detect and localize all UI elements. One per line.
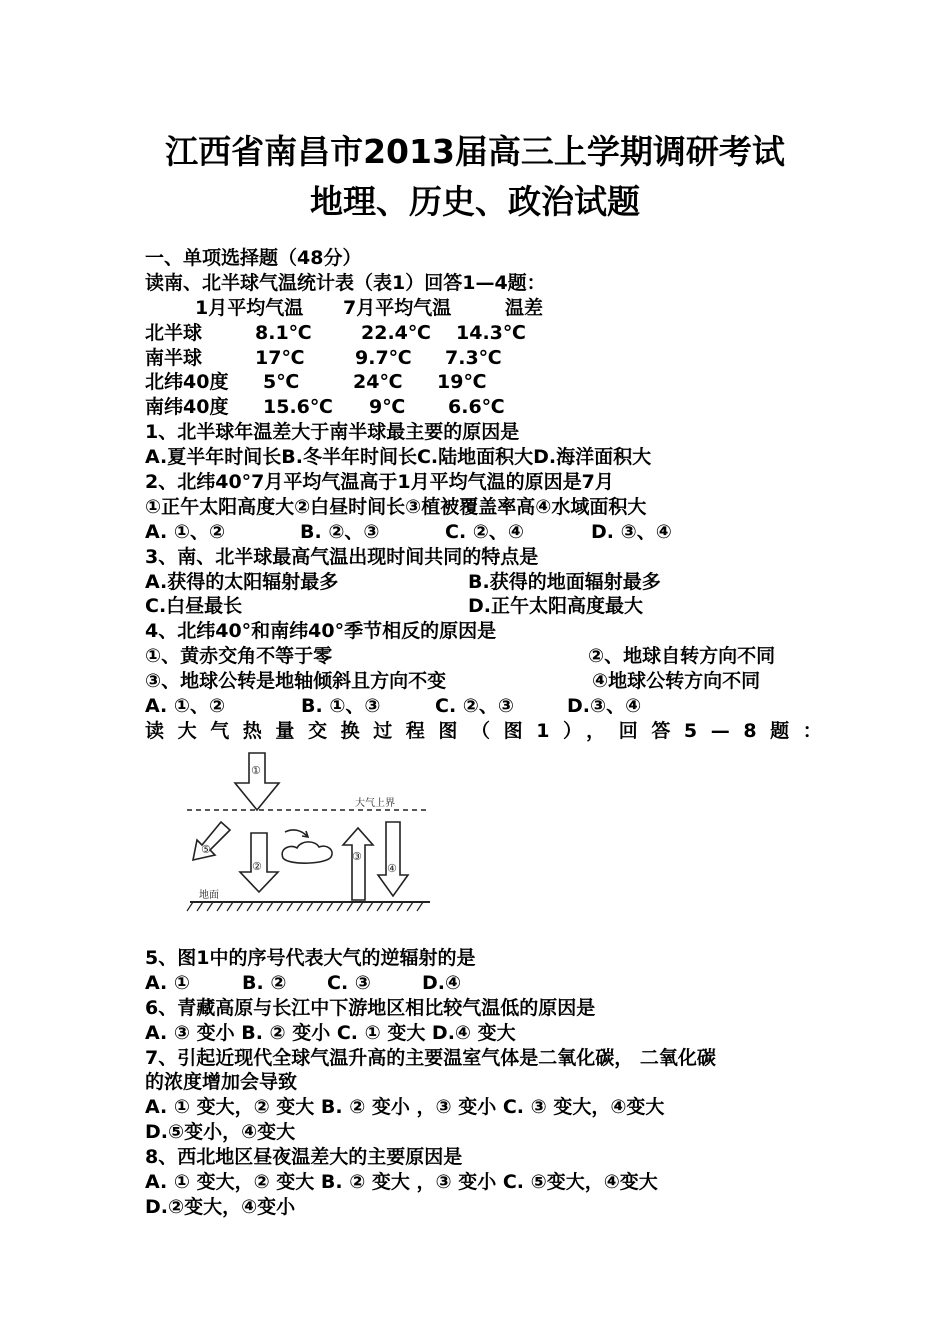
arrow-4 (378, 822, 408, 896)
table-cell: 24℃ (353, 371, 403, 394)
marker-2: ② (252, 860, 262, 873)
table-cell: 15.6℃ (263, 396, 333, 419)
option-a: A. ① (145, 971, 190, 994)
question-5-stem: 5、图1中的序号代表大气的逆辐射的是 (145, 947, 476, 969)
table-cell: 5℃ (263, 371, 300, 394)
item-4: ④地球公转方向不同 (592, 670, 761, 693)
question-2-options (145, 520, 815, 545)
table-intro: 读南、北半球气温统计表（表1）回答1—4题： (145, 271, 546, 294)
option-d: D.③、④ (567, 695, 642, 718)
option-c: C. ②、③ (435, 695, 514, 718)
cloud-icon (282, 842, 332, 863)
question-7-stem-line-1: 7、引起近现代全球气温升高的主要温室气体是二氧化碳， 二氧化碳 (145, 1046, 716, 1069)
label-atmosphere-top: 大气上界 (355, 798, 395, 809)
section-heading: 一、单项选择题（48分） (145, 247, 362, 269)
table-cell: 南半球 (145, 346, 203, 369)
table-cell: 6.6℃ (448, 396, 505, 419)
table-header-row (145, 296, 815, 321)
question-1-options: A.夏半年时间长B.冬半年时间长C.陆地面积大D.海洋面积大 (145, 446, 652, 469)
question-8-stem: 8、西北地区昼夜温差大的主要原因是 (145, 1146, 463, 1169)
table-header-diff: 温差 (505, 296, 544, 319)
question-6-stem: 6、青藏高原与长江中下游地区相比较气温低的原因是 (145, 996, 596, 1019)
table-cell: 17℃ (255, 346, 305, 369)
table-row (145, 346, 815, 371)
marker-4: ④ (387, 862, 397, 875)
question-3-options-row-2 (145, 594, 815, 619)
table-cell: 14.3℃ (456, 321, 526, 344)
exam-body (145, 246, 836, 744)
question-8-options-line-1: A. ① 变大，② 变大 B. ② 变大 ，③ 变小 C. ⑤变大，④变大 (145, 1171, 658, 1194)
question-2-stem: 2、北纬40°7月平均气温高于1月平均气温的原因是7月 (145, 471, 614, 494)
heat-exchange-diagram (185, 750, 435, 915)
exam-body-continued (145, 946, 815, 1220)
table-row (145, 395, 815, 420)
arrow-3-ground-radiation (343, 828, 373, 900)
table-cell: 7.3℃ (445, 346, 502, 369)
option-b: B. ①、③ (301, 695, 381, 718)
question-4-items-row-1 (145, 644, 815, 669)
option-c: C.白昼最长 (145, 595, 243, 618)
option-c: C. ②、④ (445, 520, 524, 543)
option-d: D.正午太阳高度最大 (468, 595, 643, 618)
question-7-stem-line-2: 的浓度增加会导致 (145, 1071, 298, 1094)
curved-arrow (285, 830, 307, 836)
table-cell: 8.1℃ (255, 321, 312, 344)
table-cell: 北半球 (145, 321, 203, 344)
diagram-intro: 读大气热量交换过程图（图1），回答5—8题： (145, 719, 836, 742)
title-line-2: 地理、历史、政治试题 (310, 182, 640, 221)
question-4-options (145, 694, 815, 719)
option-d: D. ③、④ (591, 520, 672, 543)
option-a: A. ①、② (145, 695, 226, 718)
option-b: B.获得的地面辐射最多 (468, 570, 661, 593)
table-header-jul: 7月平均气温 (343, 296, 452, 319)
marker-1: ① (251, 764, 261, 777)
question-5-options (145, 971, 815, 996)
item-2: ②、地球自转方向不同 (588, 645, 776, 668)
option-b: B. ② (242, 971, 287, 994)
table-cell: 南纬40度 (145, 396, 229, 419)
question-1-stem: 1、北半球年温差大于南半球最主要的原因是 (145, 421, 520, 444)
question-4-stem: 4、北纬40°和南纬40°季节相反的原因是 (145, 620, 497, 643)
option-a: A.获得的太阳辐射最多 (145, 570, 339, 593)
option-a: A. ①、② (145, 520, 226, 543)
table-cell: 19℃ (437, 371, 487, 394)
option-c: C. ③ (327, 971, 371, 994)
table-header-jan: 1月平均气温 (195, 296, 304, 319)
item-3: ③、地球公转是地轴倾斜且方向不变 (145, 670, 447, 693)
option-d: D.④ (422, 971, 462, 994)
question-2-items: ①正午太阳高度大②白昼时间长③植被覆盖率高④水域面积大 (145, 495, 647, 518)
table-cell: 北纬40度 (145, 371, 229, 394)
label-ground: 地面 (199, 890, 219, 901)
ground-hatching (187, 902, 423, 911)
table-cell: 9℃ (369, 396, 406, 419)
question-3-stem: 3、南、北半球最高气温出现时间共同的特点是 (145, 545, 539, 568)
title-line-1: 江西省南昌市2013届高三上学期调研考试 (165, 132, 785, 171)
arrow-1-solar-radiation (235, 753, 279, 810)
question-7-options-line-2: D.⑤变小，④变大 (145, 1121, 296, 1144)
table-cell: 9.7℃ (355, 346, 412, 369)
marker-3: ③ (352, 850, 362, 863)
table-row (145, 321, 815, 346)
table-cell: 22.4℃ (361, 321, 431, 344)
item-1: ①、黄赤交角不等于零 (145, 645, 333, 668)
marker-5: ⑤ (201, 843, 211, 856)
question-3-options-row-1 (145, 570, 815, 595)
arrow-5-reflected (193, 822, 230, 860)
question-4-items-row-2 (145, 669, 815, 694)
table-row (145, 370, 815, 395)
question-6-options: A. ③ 变小 B. ② 变小 C. ① 变大 D.④ 变大 (145, 1021, 516, 1044)
question-7-options-line-1: A. ① 变大，② 变大 B. ② 变小 ，③ 变小 C. ③ 变大，④变大 (145, 1096, 665, 1119)
option-b: B. ②、③ (300, 520, 380, 543)
question-8-options-line-2: D.②变大，④变小 (145, 1195, 296, 1218)
